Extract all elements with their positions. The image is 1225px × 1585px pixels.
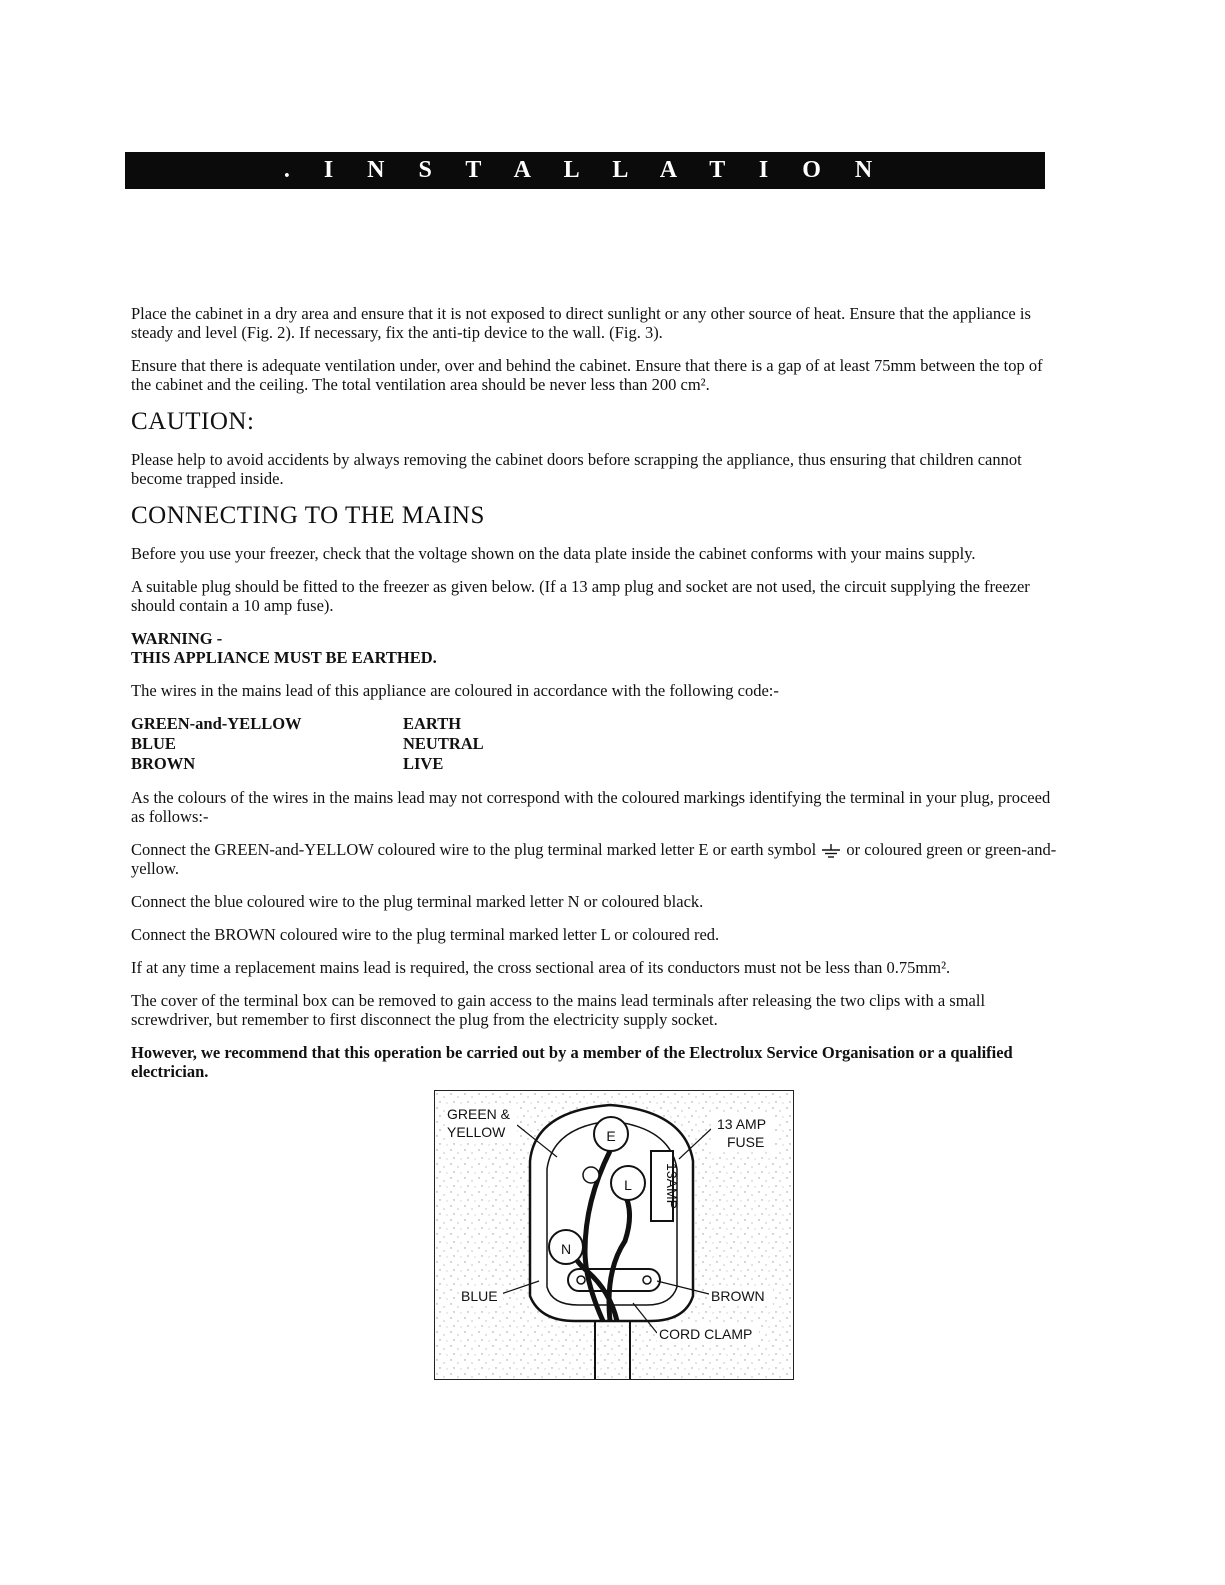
wire-meaning: NEUTRAL xyxy=(403,734,484,753)
wire-meaning: LIVE xyxy=(403,754,444,773)
mains-heading: CONNECTING TO THE MAINS xyxy=(131,502,485,529)
terminal-n-label: N xyxy=(560,1241,572,1257)
intro-paragraph-1: Place the cabinet in a dry area and ensure that it is not exposed to direct sunlight or any other source of heat. Ensure that the appliance is steady and level (Fig. 2). If necessary, fix the anti-tip device to the wall. (Fig. 3). xyxy=(131,304,1031,342)
document-body xyxy=(131,304,1061,1095)
mains-paragraph-1: Before you use your freezer, check that the voltage shown on the data plate inside the cabinet conforms with your mains supply. xyxy=(131,544,976,563)
label-blue: BLUE xyxy=(461,1288,498,1304)
label-cord-clamp: CORD CLAMP xyxy=(659,1326,753,1342)
earth-symbol-icon xyxy=(820,843,842,859)
caution-text: Please help to avoid accidents by always removing the cabinet doors before scrapping the appliance, thus ensuring that children cannot become trapped inside. xyxy=(131,450,1022,488)
label-green-yellow-2: YELLOW xyxy=(447,1124,506,1140)
terminal-e-label: E xyxy=(606,1128,616,1144)
wire-meaning: EARTH xyxy=(403,714,462,733)
mains-paragraph-4a: Connect the GREEN-and-YELLOW coloured wire to the plug terminal marked letter E or earth symbol xyxy=(131,840,817,859)
code-intro: The wires in the mains lead of this appliance are coloured in accordance with the following code:- xyxy=(131,681,779,700)
intro-paragraph-2: Ensure that there is adequate ventilation under, over and behind the cabinet. Ensure that there is a gap of at least 75mm between the top of the cabinet and the ceiling. The total ventilation area should be never less than 200 cm². xyxy=(131,356,1043,394)
mains-paragraph-8: The cover of the terminal box can be removed to gain access to the mains lead terminals after releasing the two clips with a small screwdriver, but remember to first disconnect the plug from the electricity supply socket. xyxy=(131,991,986,1030)
warning-block xyxy=(131,629,1061,667)
label-green-yellow-1: GREEN & xyxy=(447,1106,511,1122)
mains-paragraph-4b: or coloured green or green-and-yellow. xyxy=(131,840,1057,879)
label-fuse-2: FUSE xyxy=(727,1134,765,1150)
mains-paragraph-4 xyxy=(131,840,1061,878)
caution-heading: CAUTION: xyxy=(131,408,255,435)
table-row xyxy=(131,714,484,734)
warning-line-2: THIS APPLIANCE MUST BE EARTHED. xyxy=(131,648,437,667)
table-row xyxy=(131,754,484,774)
plug-diagram-svg xyxy=(435,1091,793,1379)
plug-wiring-diagram xyxy=(434,1090,794,1380)
mains-paragraph-6: Connect the BROWN coloured wire to the plug terminal marked letter L or coloured red. xyxy=(131,925,720,945)
mains-paragraph-3: As the colours of the wires in the mains lead may not correspond with the coloured markings identifying the terminal in your plug, proceed as follows:- xyxy=(131,788,1051,826)
mains-paragraph-5: Connect the blue coloured wire to the plug terminal marked letter N or coloured black. xyxy=(131,892,704,912)
fuse-label: 13AMP xyxy=(664,1163,680,1209)
clamp-screw-icon xyxy=(643,1276,651,1284)
label-fuse-1: 13 AMP xyxy=(717,1116,767,1132)
mains-paragraph-7: If at any time a replacement mains lead is required, the cross sectional area of its conductors must not be less than 0.75mm². xyxy=(131,958,951,978)
wire-colour: GREEN-and-YELLOW xyxy=(131,714,302,733)
wire-colour-table xyxy=(131,714,484,774)
mains-paragraph-2: A suitable plug should be fitted to the freezer as given below. (If a 13 amp plug and socket are not used, the circuit supplying the freezer should contain a 10 amp fuse). xyxy=(131,577,1030,615)
label-brown: BROWN xyxy=(711,1288,765,1304)
wire-colour: BROWN xyxy=(131,754,196,773)
banner-title: . I N S T A L L A T I O N xyxy=(283,157,887,183)
table-row xyxy=(131,734,484,754)
clamp-screw-icon xyxy=(577,1276,585,1284)
terminal-l-label: L xyxy=(624,1177,632,1193)
wire-colour: BLUE xyxy=(131,734,176,753)
terminal-screw-icon xyxy=(583,1167,599,1183)
section-banner xyxy=(125,152,1045,189)
warning-line-1: WARNING - xyxy=(131,629,223,648)
mains-paragraph-9: However, we recommend that this operation be carried out by a member of the Electrolux Service Organisation or a qualified electrician. xyxy=(131,1043,1013,1082)
